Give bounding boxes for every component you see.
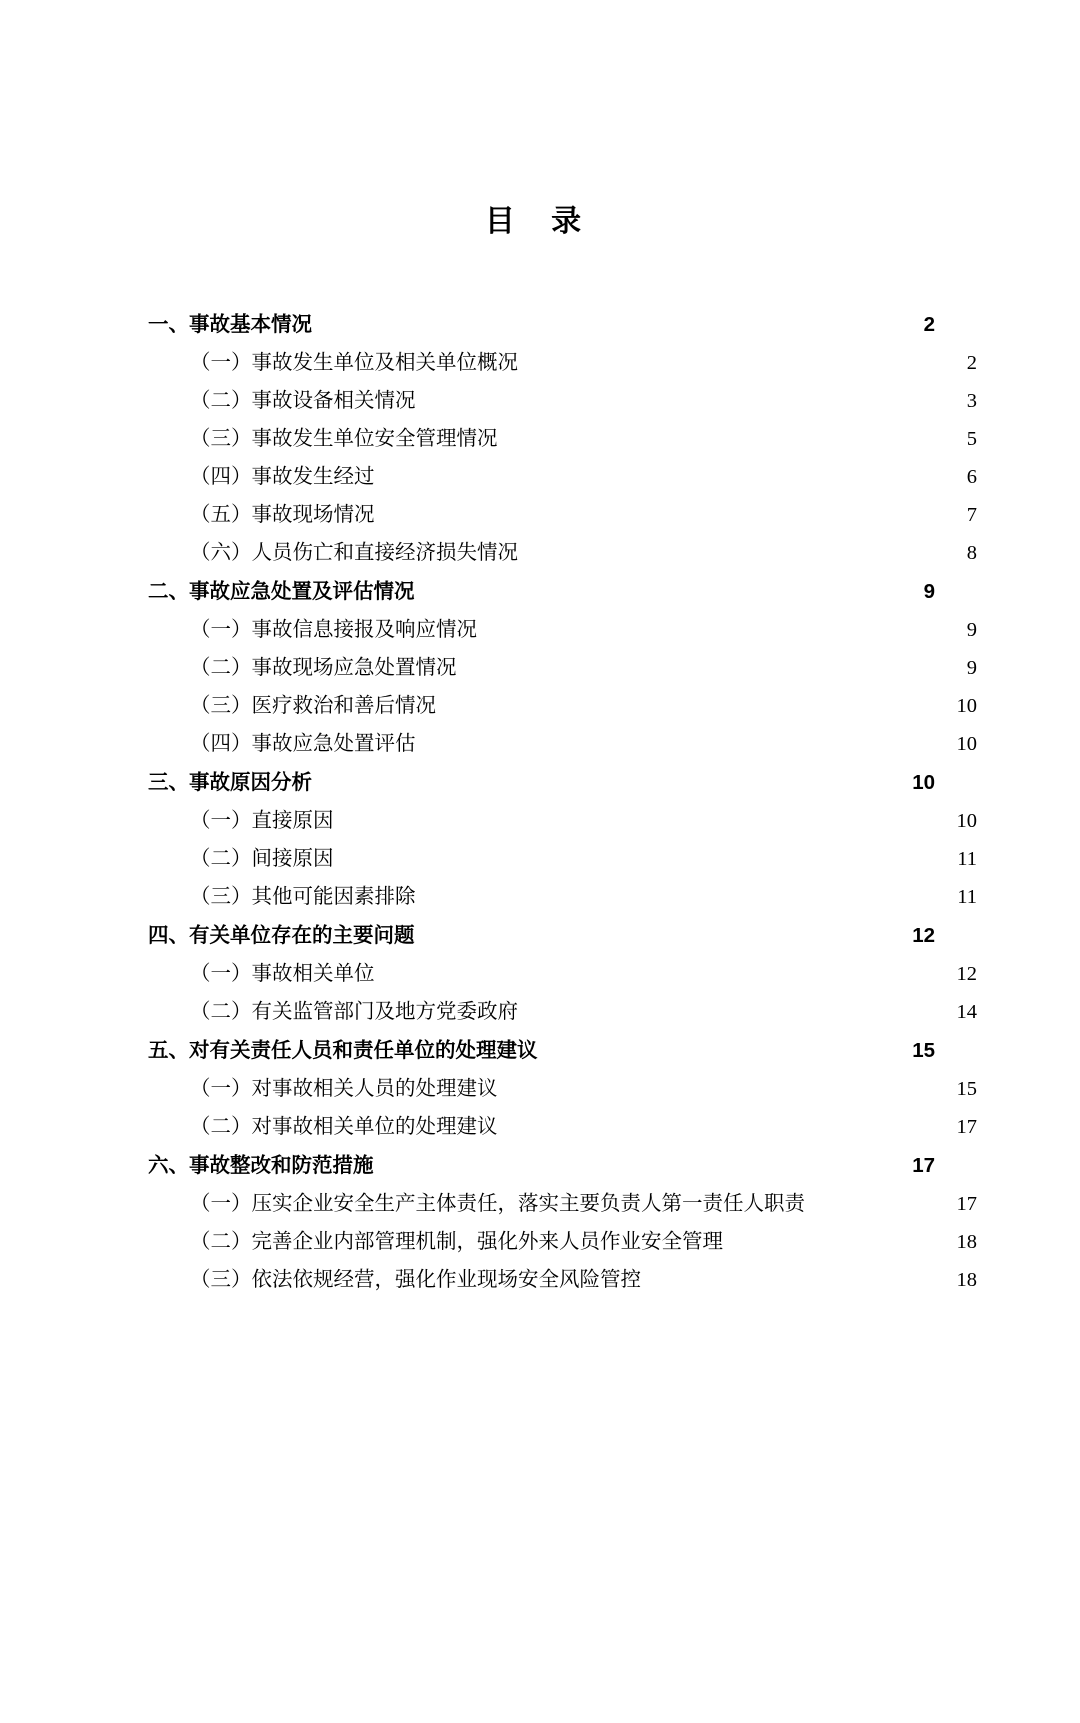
toc-entry[interactable] (148, 1185, 977, 1223)
toc-entry-page-number: 10 (956, 695, 977, 717)
toc-entry[interactable] (148, 611, 977, 649)
toc-entry-page-number: 15 (912, 1039, 935, 1062)
toc-entry-label: （五）事故现场情况 (190, 504, 375, 526)
toc-entry[interactable] (148, 534, 977, 572)
table-of-contents (0, 306, 1080, 1299)
toc-entry-label: （二）完善企业内部管理机制，强化外来人员作业安全管理 (190, 1231, 723, 1253)
toc-entry[interactable] (148, 840, 977, 878)
toc-entry[interactable] (148, 1070, 977, 1108)
toc-entry-page-number: 12 (912, 924, 935, 947)
toc-entry-label: （一）事故信息接报及响应情况 (190, 619, 477, 641)
toc-entry[interactable] (148, 687, 977, 725)
toc-leader-dots (418, 883, 946, 904)
toc-leader-dots (336, 807, 946, 828)
toc-entry[interactable] (148, 917, 935, 955)
toc-entry-label: （一）直接原因 (190, 810, 334, 832)
toc-entry-page-number: 14 (956, 1001, 977, 1023)
toc-entry[interactable] (148, 1108, 977, 1146)
toc-leader-dots (520, 539, 945, 560)
toc-leader-dots (417, 922, 904, 943)
toc-entry-label: （二）事故设备相关情况 (190, 390, 416, 412)
toc-leader-dots (520, 998, 945, 1019)
toc-entry[interactable] (148, 993, 977, 1031)
toc-entry[interactable] (148, 420, 977, 458)
toc-entry[interactable] (148, 496, 977, 534)
toc-leader-dots (643, 1266, 945, 1287)
toc-entry-page-number: 10 (956, 733, 977, 755)
toc-entry[interactable] (148, 802, 977, 840)
toc-leader-dots (314, 311, 903, 332)
toc-entry-label: 六、事故整改和防范措施 (148, 1154, 374, 1177)
page-title: 目 录 (484, 205, 596, 238)
toc-entry[interactable] (148, 878, 977, 916)
toc-entry-label: （一）事故相关单位 (190, 963, 375, 985)
toc-leader-dots (438, 692, 945, 713)
toc-entry-page-number: 17 (912, 1154, 935, 1177)
toc-entry[interactable] (148, 344, 977, 382)
toc-leader-dots (479, 616, 945, 637)
toc-entry-label: （二）间接原因 (190, 848, 334, 870)
toc-entry-label: （四）事故发生经过 (190, 466, 375, 488)
toc-leader-dots (418, 730, 946, 751)
toc-entry-label: 二、事故应急处置及评估情况 (148, 580, 415, 603)
toc-leader-dots (377, 960, 946, 981)
toc-leader-dots (500, 1113, 946, 1134)
toc-entry[interactable] (148, 649, 977, 687)
toc-entry-label: （六）人员伤亡和直接经济损失情况 (190, 542, 518, 564)
toc-entry-page-number: 18 (956, 1231, 977, 1253)
toc-entry-page-number: 12 (956, 963, 977, 985)
toc-entry[interactable] (148, 1147, 935, 1185)
toc-entry-page-number: 5 (966, 428, 977, 450)
toc-entry-page-number: 11 (957, 848, 977, 870)
toc-entry[interactable] (148, 382, 977, 420)
toc-entry-label: 三、事故原因分析 (148, 771, 312, 794)
document-page (0, 196, 1080, 1723)
toc-entry-label: （二）有关监管部门及地方党委政府 (190, 1001, 518, 1023)
toc-entry-page-number: 9 (966, 657, 977, 679)
toc-entry-page-number: 9 (966, 619, 977, 641)
toc-entry-label: （二）事故现场应急处置情况 (190, 657, 457, 679)
toc-entry-page-number: 9 (923, 580, 935, 603)
toc-leader-dots (377, 463, 946, 484)
toc-leader-dots (417, 578, 904, 599)
toc-entry-label: （三）事故发生单位安全管理情况 (190, 428, 498, 450)
toc-leader-dots (376, 1152, 904, 1173)
toc-entry-label: （一）事故发生单位及相关单位概况 (190, 352, 518, 374)
toc-entry-page-number: 18 (956, 1269, 977, 1291)
toc-entry-label: （三）其他可能因素排除 (190, 886, 416, 908)
toc-entry[interactable] (148, 764, 935, 802)
toc-entry-label: 五、对有关责任人员和责任单位的处理建议 (148, 1039, 538, 1062)
toc-leader-dots (314, 769, 903, 790)
toc-entry-page-number: 2 (923, 313, 935, 336)
toc-entry-label: （二）对事故相关单位的处理建议 (190, 1116, 498, 1138)
toc-entry[interactable] (148, 1261, 977, 1299)
toc-entry[interactable] (148, 573, 935, 611)
toc-entry-label: （三）医疗救治和善后情况 (190, 695, 436, 717)
toc-entry-label: 一、事故基本情况 (148, 313, 312, 336)
toc-entry[interactable] (148, 1223, 977, 1261)
toc-entry-label: （四）事故应急处置评估 (190, 733, 416, 755)
toc-entry-label: 四、有关单位存在的主要问题 (148, 924, 415, 947)
toc-leader-dots (418, 387, 946, 408)
toc-entry-page-number: 6 (966, 466, 977, 488)
toc-leader-dots (500, 425, 946, 446)
toc-entry-page-number: 2 (966, 352, 977, 374)
toc-entry[interactable] (148, 725, 977, 763)
toc-entry[interactable] (148, 1032, 935, 1070)
toc-entry-page-number: 15 (956, 1078, 977, 1100)
toc-entry-page-number: 10 (912, 771, 935, 794)
toc-leader-dots (725, 1228, 945, 1249)
toc-entry[interactable] (148, 306, 935, 344)
toc-entry-page-number: 3 (966, 390, 977, 412)
toc-leader-dots (540, 1037, 904, 1058)
toc-leader-dots (377, 501, 946, 522)
toc-entry[interactable] (148, 458, 977, 496)
toc-entry-label: （一）对事故相关人员的处理建议 (190, 1078, 498, 1100)
toc-leader-dots (500, 1075, 946, 1096)
toc-entry-page-number: 11 (957, 886, 977, 908)
toc-entry-page-number: 17 (956, 1116, 977, 1138)
toc-entry-page-number: 8 (966, 542, 977, 564)
toc-leader-dots (336, 845, 946, 866)
toc-entry-page-number: 7 (966, 504, 977, 526)
toc-entry-page-number: 10 (956, 810, 977, 832)
toc-entry-label: （三）依法依规经营，强化作业现场安全风险管控 (190, 1269, 641, 1291)
toc-leader-dots (459, 654, 946, 675)
toc-entry-page-number: 17 (956, 1193, 977, 1215)
toc-leader-dots (807, 1190, 945, 1211)
toc-leader-dots (520, 349, 945, 370)
toc-entry-label: （一）压实企业安全生产主体责任，落实主要负责人第一责任人职责 (190, 1193, 805, 1215)
toc-entry[interactable] (148, 955, 977, 993)
